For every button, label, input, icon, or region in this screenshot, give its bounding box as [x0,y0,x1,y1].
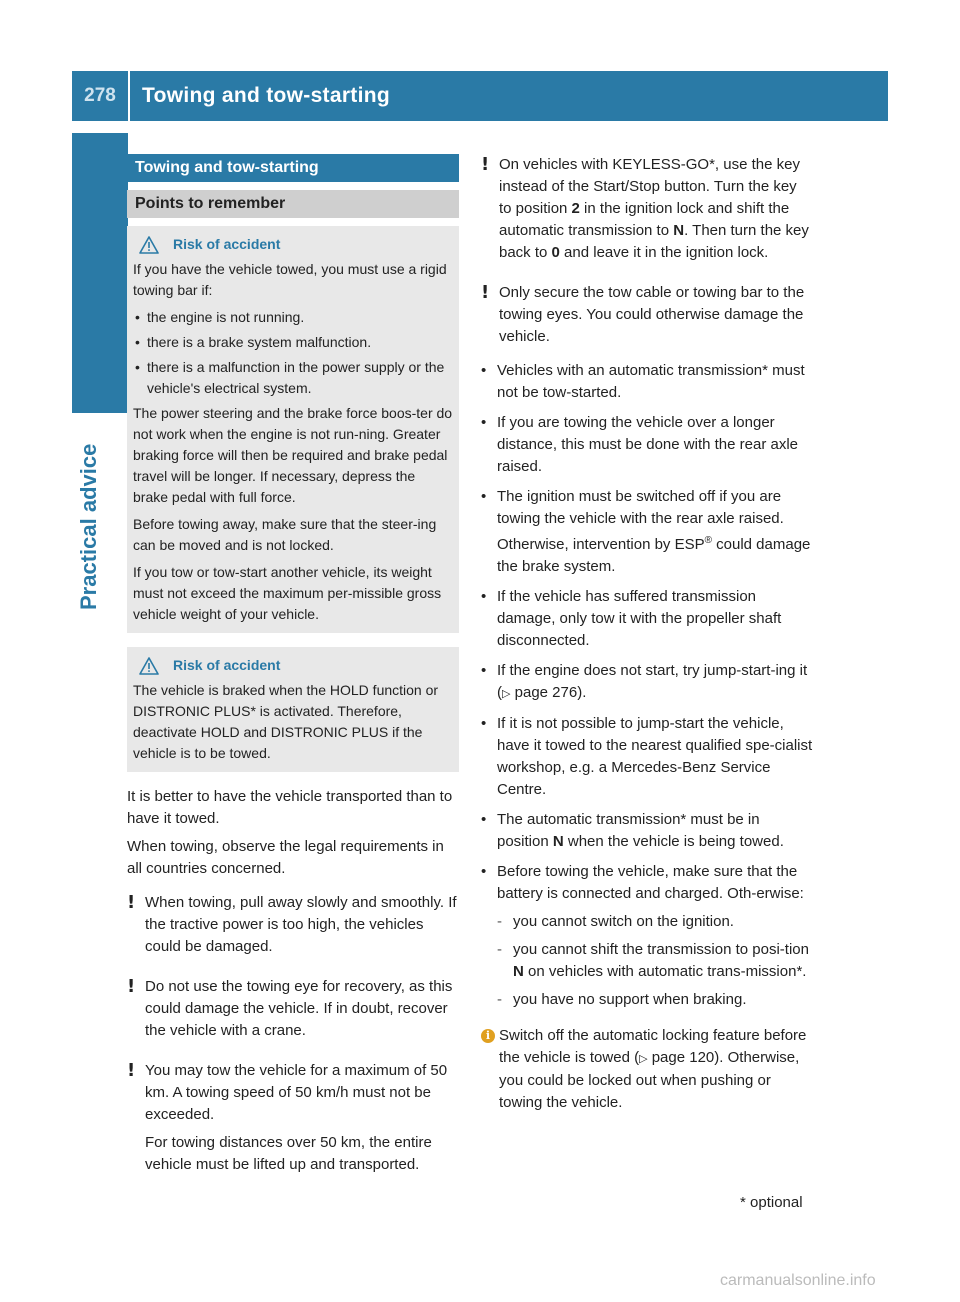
warning-header [133,234,453,255]
exclamation-icon: ! [481,282,490,303]
warning-header [133,655,453,676]
list-item: • Before towing the vehicle, make sure that the battery is connected and charged. Oth-erwise: - you cannot switch on the ignition. - you cannot shift the transmission to posi-tion N on vehicles with automatic trans-mission*. - you have no support when braking. [481,861,813,1017]
dash-item: - you cannot shift the transmission to posi-tion N on vehicles with automatic trans-mission*. [497,941,809,980]
list-item: • there is a brake system malfunction. [135,334,372,350]
list-item: • If the engine does not start, try jump-start-ing it (▷ page 276). [481,662,808,701]
page-reference-arrow-icon: ▷ [502,688,511,700]
caution-note: ! On vehicles with KEYLESS-GO*, use the key instead of the Start/Stop button. Turn the key to position 2 in the ignition lock and shift the automatic transmission to N. Then turn the key back to 0 and leave it in the ignition lock. [481,154,813,270]
warning-paragraph: Before towing away, make sure that the steer-ing can be moved and is not locked. [133,516,437,553]
caution-note: ! Only secure the tow cable or towing bar to the towing eyes. You could otherwise damage the vehicle. [481,282,813,354]
warning-triangle-icon [139,236,159,254]
warning-title: Risk of accident [173,236,281,252]
warning-paragraph: The power steering and the brake force boos-ter do not work when the engine is not run-ning. Greater braking force will then be required and brake pedal travel will be longer. If necessary, depress the brake pedal with full force. [133,405,453,505]
dash-item: - you cannot switch on the ignition. [497,913,734,930]
caution-note: ! You may tow the vehicle for a maximum of 50 km. A towing speed of 50 km/h must not be exceeded. For towing distances over 50 km, the entire vehicle must be lifted up and transported. [127,1060,459,1182]
chapter-title: Towing and tow-starting [142,84,390,107]
subsection-title: Points to remember [127,190,459,218]
list-item: • there is a malfunction in the power supply or the vehicle's electrical system. [135,359,445,396]
chapter-tab [72,133,128,413]
list-item: • If the vehicle has suffered transmission damage, only tow it with the propeller shaft disconnected. [481,588,782,649]
page-reference-link[interactable]: page 276). [510,684,587,701]
warning-title: Risk of accident [173,657,281,673]
info-icon: i [481,1029,495,1043]
list-item: • The automatic transmission* must be in position N when the vehicle is being towed. [481,811,784,850]
caution-note: ! Do not use the towing eye for recovery, as this could damage the vehicle. If in doubt, recover the vehicle with a crane. [127,976,459,1048]
section-title: Towing and tow-starting [127,154,459,182]
body-paragraph: It is better to have the vehicle transported than to have it towed. [127,788,453,827]
list-item: • Vehicles with an automatic transmission* must not be tow-started. [481,362,805,401]
info-note: i Switch off the automatic locking feature before the vehicle is towed (▷ page 120). Otherwise, you could be locked out when pushing or towing the vehicle. [481,1025,813,1120]
page-number: 278 [84,85,116,106]
chapter-side-label-text: Practical advice [76,443,101,610]
warning-box-2 [127,647,459,772]
list-item: • The ignition must be switched off if you are towing the vehicle with the rear axle raised. Otherwise, intervention by ESP® could damage the brake system. [481,488,811,575]
exclamation-icon: ! [127,1060,136,1081]
warning-intro: If you have the vehicle towed, you must use a rigid towing bar if: [133,261,447,298]
footer-optional-note: * optional [740,1194,803,1211]
page-reference-arrow-icon: ▷ [639,1053,648,1065]
right-column [481,154,813,1132]
exclamation-icon: ! [127,976,136,997]
list-item: • the engine is not running. [135,309,305,325]
page-reference-link[interactable]: page 120). Otherwise, you could be locked out when pushing or towing the vehicle. [499,1049,800,1111]
list-item: • If it is not possible to jump-start the vehicle, have it towed to the nearest qualified spe-cialist workshop, e.g. a Mercedes-Benz Service Centre. [481,715,813,798]
dash-item: - you have no support when braking. [497,991,747,1008]
body-paragraph: When towing, observe the legal requirements in all countries concerned. [127,838,444,877]
watermark: carmanualsonline.info [720,1272,876,1289]
left-column [127,154,459,1194]
caution-note: ! When towing, pull away slowly and smoothly. If the tractive power is too high, the vehicles could be damaged. [127,892,459,964]
exclamation-icon: ! [481,154,490,175]
list-item: • If you are towing the vehicle over a longer distance, this must be done with the rear axle raised. [481,414,798,475]
warning-triangle-icon [139,657,159,675]
warning-paragraph: If you tow or tow-start another vehicle, its weight must not exceed the maximum per-missible gross vehicle weight of your vehicle. [133,564,442,622]
exclamation-icon: ! [127,892,136,913]
warning-text: The vehicle is braked when the HOLD function or DISTRONIC PLUS* is activated. Therefore, deactivate HOLD and DISTRONIC PLUS if the vehicle is to be towed. [133,682,439,761]
warning-box-1 [127,226,459,633]
page-header [72,71,888,121]
